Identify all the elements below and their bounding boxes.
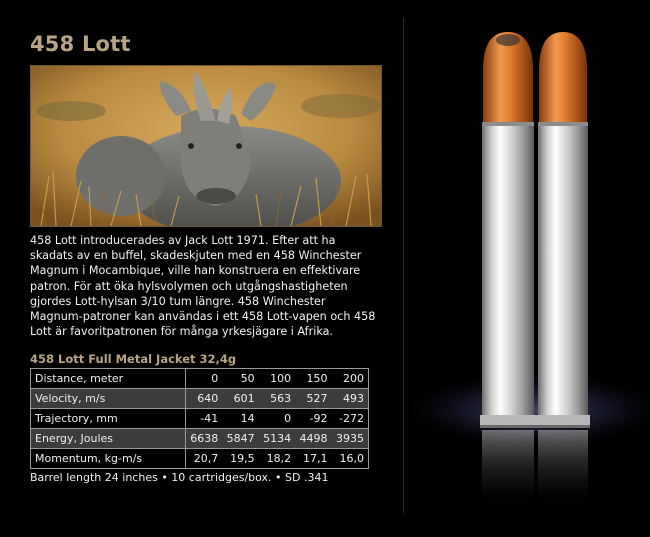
cell-value: 493 [332,389,369,409]
left-cartridge [480,32,536,510]
cell-value: 601 [222,389,258,409]
page-title: 458 Lott [30,32,131,56]
cell-value: 5847 [222,429,258,449]
rhino-image [31,66,381,226]
cell-value: 4498 [295,429,331,449]
row-label: Trajectory, mm [31,409,186,429]
cell-value: 640 [185,389,222,409]
cell-value: 6638 [185,429,222,449]
cell-value: 50 [222,369,258,389]
row-label: Energy, Joules [31,429,186,449]
cell-value: 3935 [332,429,369,449]
description-text: 458 Lott introducerades av Jack Lott 1971. Efter att ha skadats av en buffel, skadeskjuten med en 458 Winchester Magnum i Mocambique, ville han konstruera en effektivare patron. För att öka hylsvolymen och utgångshastigheten gjordes Lott-hylsan 3/10 tum längre. 458 Winchester Magnum-patroner kan användas i ett 458 Lott-vapen och 458 Lott är favoritpatronen för många yrkesjägare i Afrika. [30,234,376,339]
footnote: Barrel length 24 inches • 10 cartridges/box. • SD .341 [30,471,329,484]
cell-value: 527 [295,389,331,409]
cell-value: 14 [222,409,258,429]
table-row-velocity [31,389,369,409]
cell-value: 19,5 [222,449,258,469]
cell-value: 18,2 [259,449,295,469]
cell-value: 563 [259,389,295,409]
cell-value: 16,0 [332,449,369,469]
cartridges-icon [405,0,650,533]
cell-value: -272 [332,409,369,429]
table-row-distance [31,369,369,389]
row-label: Velocity, m/s [31,389,186,409]
vertical-divider [403,18,404,513]
table-row-energy [31,429,369,449]
cell-value: 100 [259,369,295,389]
table-row-momentum [31,449,369,469]
cell-value: 17,1 [295,449,331,469]
ballistics-table-title: 458 Lott Full Metal Jacket 32,4g [30,352,237,366]
cell-value: -41 [185,409,222,429]
cell-value: 200 [332,369,369,389]
ballistics-table [30,368,369,469]
row-label: Momentum, kg-m/s [31,449,186,469]
cell-value: 0 [185,369,222,389]
row-label: Distance, meter [31,369,186,389]
table-row-trajectory [31,409,369,429]
cartridge-image [405,0,650,533]
right-cartridge [536,32,590,510]
cell-value: 20,7 [185,449,222,469]
cell-value: 0 [259,409,295,429]
rhino-photo [30,65,382,227]
cell-value: -92 [295,409,331,429]
cell-value: 5134 [259,429,295,449]
cell-value: 150 [295,369,331,389]
